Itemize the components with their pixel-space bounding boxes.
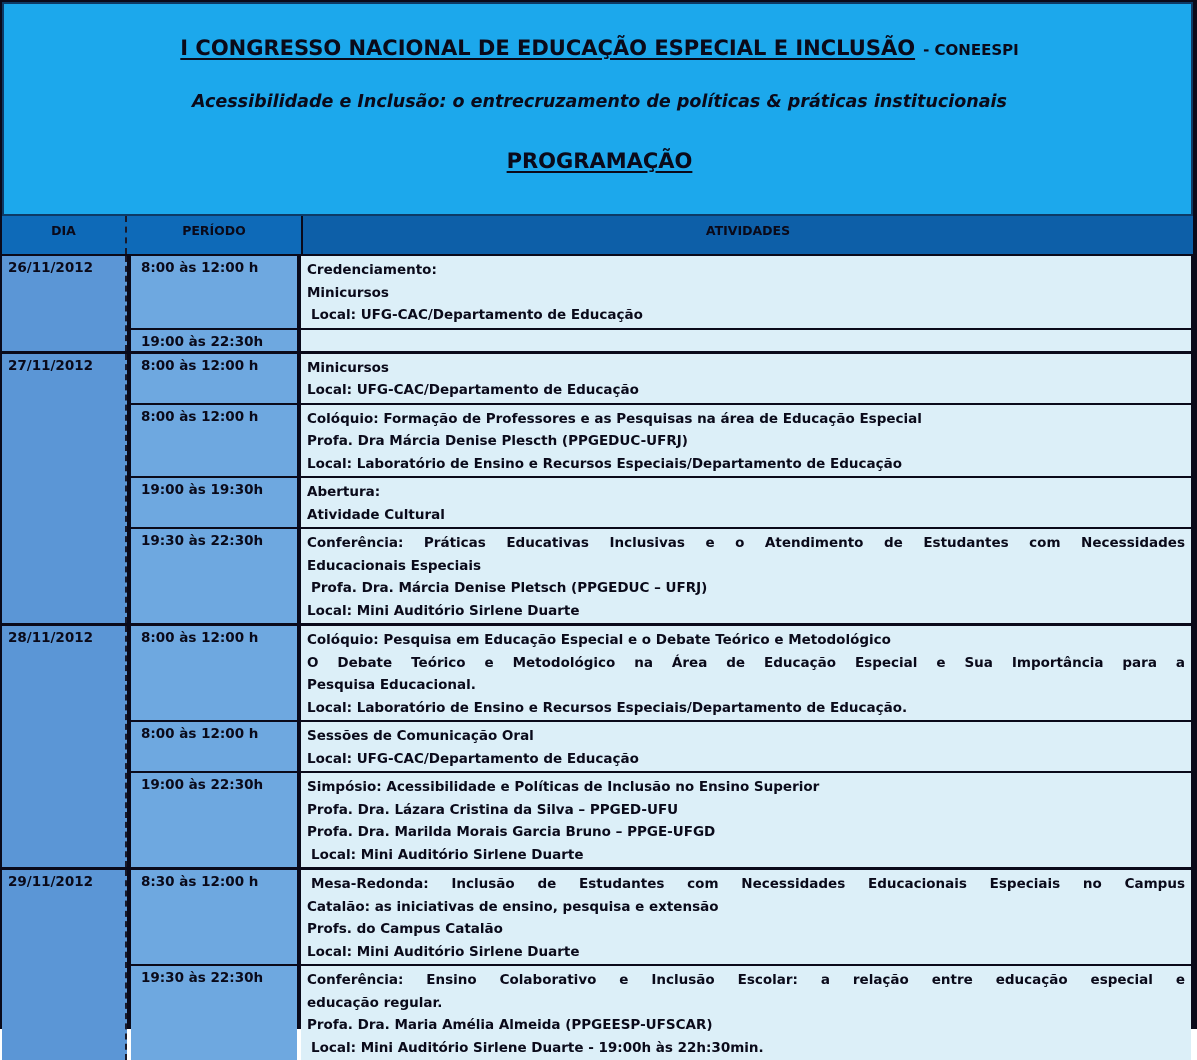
day-block — [2, 626, 1193, 867]
activity-line: Minicursos — [307, 284, 389, 301]
activity-line: Conferência: Práticas Educativas Inclusivas e o Atendimento de Estudantes com Necessidades — [307, 535, 1185, 551]
activity-cell — [301, 256, 1191, 328]
activity-line: Sessões de Comunicação Oral — [307, 728, 534, 744]
activity-line: Local: Laboratório de Ensino e Recursos Especiais/Departamento de Educação. — [307, 699, 908, 716]
activity-line: Conferência: Ensino Colaborativo e Inclusão Escolar: a relação entre educação especial e — [307, 972, 1185, 988]
activity-line: Profa. Dra. Márcia Denise Pletsch (PPGEDUC – UFRJ) — [311, 580, 708, 596]
activity-line: Simpósio: Acessibilidade e Políticas de Inclusão no Ensino Superior — [307, 779, 820, 795]
activity-line: Local: Mini Auditório Sirlene Duarte — [307, 602, 580, 619]
activity-line: Local: UFG-CAC/Departamento de Educação — [307, 382, 639, 398]
activity-line: Colóquio: Formação de Professores e as Pesquisas na área de Educação Especial — [307, 410, 922, 427]
activity-cell — [301, 529, 1191, 623]
column-header-dia: DIA — [2, 216, 127, 254]
activity-line: Local: Mini Auditório Sirlene Duarte - 19:00h às 22h:30min. — [311, 1039, 764, 1056]
activity-line: Profa. Dra. Marilda Morais Garcia Bruno – PPGE-UFGD — [307, 824, 716, 840]
activity-line: Local: Laboratório de Ensino e Recursos Especiais/Departamento de Educação — [307, 455, 902, 472]
activity-cell — [301, 354, 1191, 403]
day-date: 29/11/2012 — [2, 870, 127, 1060]
activity-line: Colóquio: Pesquisa em Educação Especial e o Debate Teórico e Metodológico — [307, 632, 891, 648]
activity-line: O Debate Teórico e Metodológico na Área de Educação Especial e Sua Importância para a — [307, 654, 1185, 671]
event-acronym: - CONEESPI — [923, 41, 1019, 59]
period-cell: 19:00 às 19:30h — [131, 478, 297, 527]
activity-line: Catalão: as iniciativas de ensino, pesquisa e extensão — [307, 898, 719, 915]
activity-line: Profa. Dra Márcia Denise Plescth (PPGEDUC-UFRJ) — [307, 433, 688, 449]
activity-line: Profa. Dra. Lázara Cristina da Silva – PPGED-UFU — [307, 801, 679, 818]
activity-line: Educacionais Especiais — [307, 557, 482, 574]
activity-cell — [301, 722, 1191, 771]
activity-cell — [301, 626, 1191, 720]
day-block — [2, 256, 1193, 351]
activity-line: Minicursos — [307, 359, 389, 376]
event-subtitle: Acessibilidade e Inclusão: o entrecruzamento de políticas & práticas institucionais — [192, 92, 1007, 112]
day-block — [2, 354, 1193, 624]
activity-line: educação regular. — [307, 994, 443, 1011]
column-header-periodo: PERÍODO — [182, 223, 246, 238]
activity-line: Profs. do Campus Catalão — [307, 921, 503, 937]
period-cell: 19:00 às 22:30h — [131, 330, 297, 351]
activity-cell — [301, 405, 1191, 477]
section-title: PROGRAMAÇÃO — [506, 149, 693, 173]
activity-line: Atividade Cultural — [307, 506, 445, 523]
activity-cell — [301, 966, 1191, 1060]
activity-line: Pesquisa Educacional. — [307, 677, 476, 693]
period-cell: 19:30 às 22:30h — [131, 966, 297, 1060]
day-date: 28/11/2012 — [2, 626, 127, 867]
activity-line: Local: Mini Auditório Sirlene Duarte — [311, 846, 584, 863]
period-cell: 8:00 às 12:00 h — [131, 405, 297, 477]
activity-line: Profa. Dra. Maria Amélia Almeida (PPGEESP-UFSCAR) — [307, 1017, 713, 1033]
activity-line: Local: UFG-CAC/Departamento de Educação — [307, 750, 639, 767]
period-cell: 8:00 às 12:00 h — [131, 256, 297, 328]
day-block — [2, 870, 1193, 1060]
period-cell: 8:00 às 12:00 h — [131, 626, 297, 720]
activity-line: Mesa-Redonda: Inclusão de Estudantes com Necessidades Educacionais Especiais no Campus — [311, 876, 1185, 892]
column-header-atividades: ATIVIDADES — [301, 216, 1193, 254]
day-date: 26/11/2012 — [2, 256, 127, 351]
period-cell: 8:00 às 12:00 h — [131, 354, 297, 403]
period-cell: 19:30 às 22:30h — [131, 529, 297, 623]
day-date: 27/11/2012 — [2, 354, 127, 624]
activity-line: Abertura: — [307, 484, 381, 500]
event-title — [4, 36, 1195, 60]
activity-cell — [301, 773, 1191, 867]
activity-line: Local: UFG-CAC/Departamento de Educação — [311, 307, 643, 323]
activity-cell — [301, 478, 1191, 527]
activity-line: Local: Mini Auditório Sirlene Duarte — [307, 943, 580, 960]
activity-cell — [301, 330, 1191, 351]
period-cell: 19:00 às 22:30h — [131, 773, 297, 867]
event-title-text: I CONGRESSO NACIONAL DE EDUCAÇÃO ESPECIAL E INCLUSÃO — [180, 36, 916, 60]
period-cell: 8:00 às 12:00 h — [131, 722, 297, 771]
table-header — [2, 216, 1193, 254]
period-cell: 8:30 às 12:00 h — [131, 870, 297, 964]
activity-cell — [301, 870, 1191, 964]
activity-line: Credenciamento: — [307, 262, 437, 278]
header-banner — [2, 2, 1193, 216]
